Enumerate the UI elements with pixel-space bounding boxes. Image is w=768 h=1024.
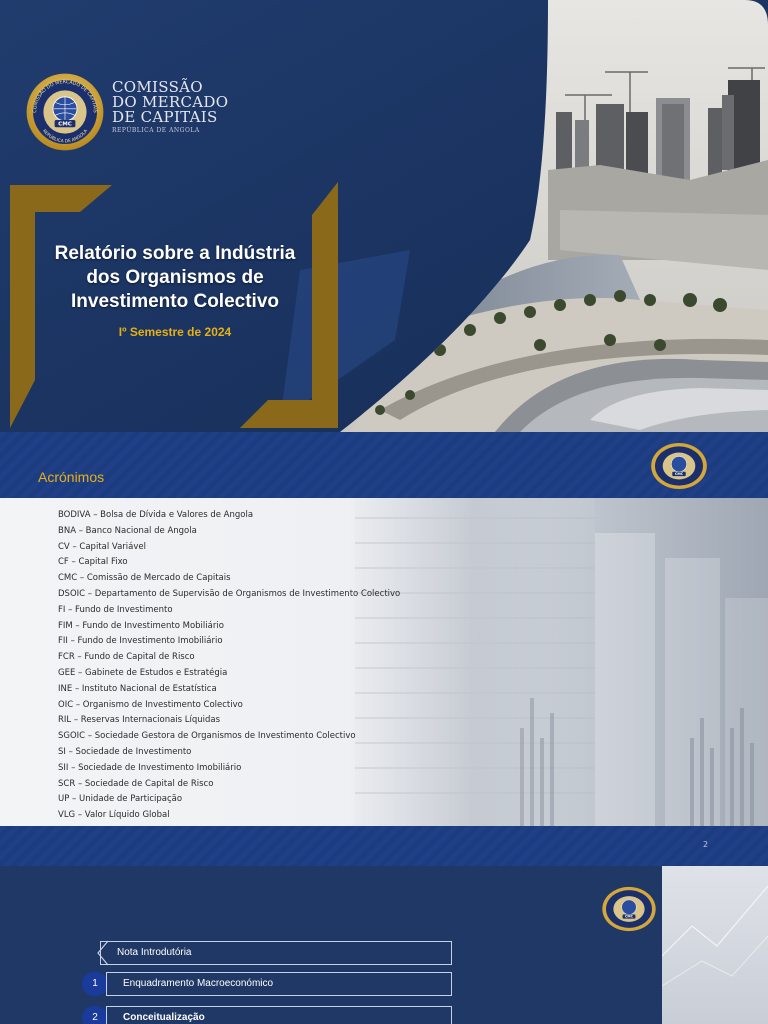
report-title — [40, 242, 310, 314]
list-item: UP – Unidade de Participação — [58, 794, 183, 805]
org-name-line-3: DE CAPITAIS — [112, 108, 218, 126]
list-item: CF – Capital Fixo — [58, 557, 128, 568]
org-wordmark — [112, 80, 228, 134]
list-item: BNA – Banco Nacional de Angola — [58, 525, 197, 536]
list-item: GEE – Gabinete de Estudos e Estratégia — [58, 667, 228, 678]
index-number-badge: 1 — [82, 972, 108, 996]
cmc-seal-icon — [25, 72, 105, 152]
list-item: OIC – Organismo de Investimento Colectivo — [58, 699, 243, 710]
list-item: CV – Capital Variável — [58, 541, 146, 552]
index-item-label: Conceitualização — [123, 1012, 205, 1023]
seal-ring-bottom-text: REPÚBLICA DE ANGOLA — [41, 128, 89, 145]
seal-center-text: CMC — [625, 914, 633, 919]
list-item: FI – Fundo de Investimento — [58, 604, 173, 615]
index-item-label: Enquadramento Macroeconómico — [123, 978, 274, 989]
report-title-line-1: Relatório sobre a Indústria — [54, 243, 296, 264]
acronyms-slide — [0, 432, 768, 866]
index-item-enquadramento[interactable] — [106, 972, 452, 996]
org-name-line-2: DO MERCADO — [112, 93, 229, 111]
list-item: BODIVA – Bolsa de Dívida e Valores de Angola — [58, 510, 254, 520]
gold-brackets — [0, 0, 768, 432]
list-item: SII – Sociedade de Investimento Imobiliário — [58, 762, 242, 773]
acronyms-list — [58, 508, 400, 824]
index-item-conceitualizacao[interactable] — [106, 1006, 452, 1024]
report-title-line-3: Investimento Colectivo — [71, 291, 279, 312]
page-number: 2 — [703, 840, 709, 849]
list-item: FCR – Fundo de Capital de Risco — [58, 652, 195, 663]
list-item: FII – Fundo de Investimento Imobiliário — [58, 636, 223, 647]
acronyms-header-bar — [0, 432, 768, 498]
index-slide — [0, 866, 768, 1024]
org-name-line-1: COMISSÃO — [112, 78, 203, 96]
list-item: VLG – Valor Líquido Global — [58, 810, 170, 821]
list-item: SCR – Sociedade de Capital de Risco — [58, 778, 214, 789]
list-item: SGOIC – Sociedade Gestora de Organismos de Investimento Colectivo — [58, 731, 356, 742]
seal-center-text: CMC — [58, 121, 72, 128]
seal-ring-top-text: COMISSÃO DO MERCADO DE CAPITAIS — [33, 80, 97, 113]
list-item: INE – Instituto Nacional de Estatística — [58, 683, 217, 694]
cmc-seal-icon — [600, 886, 658, 932]
side-panel-lines — [662, 866, 768, 1024]
footer-pattern — [0, 826, 768, 866]
list-item: FIM – Fundo de Investimento Mobiliário — [58, 620, 224, 631]
list-item: DSOIC – Departamento de Supervisão de Organismos de Investimento Colectivo — [58, 588, 401, 599]
org-country: REPÚBLICA DE ANGOLA — [112, 127, 200, 134]
acronyms-footer-bar — [0, 826, 768, 866]
list-item: CMC – Comissão de Mercado de Capitais — [58, 573, 231, 584]
report-title-line-2: dos Organismos de — [86, 267, 264, 288]
index-number-badge: 2 — [82, 1006, 108, 1024]
report-period: Iº Semestre de 2024 — [118, 325, 232, 339]
cmc-seal-icon — [650, 442, 708, 490]
list-item: RIL – Reservas Internacionais Líquidas — [58, 715, 221, 726]
index-item-label: Nota Introdutória — [117, 947, 192, 958]
seal-center-text: CMC — [674, 472, 684, 477]
acronyms-title: Acrónimos — [38, 469, 105, 485]
cover-slide — [0, 0, 768, 432]
list-item: SI – Sociedade de Investimento — [58, 746, 192, 757]
index-item-nota-introdutoria[interactable] — [100, 941, 452, 965]
